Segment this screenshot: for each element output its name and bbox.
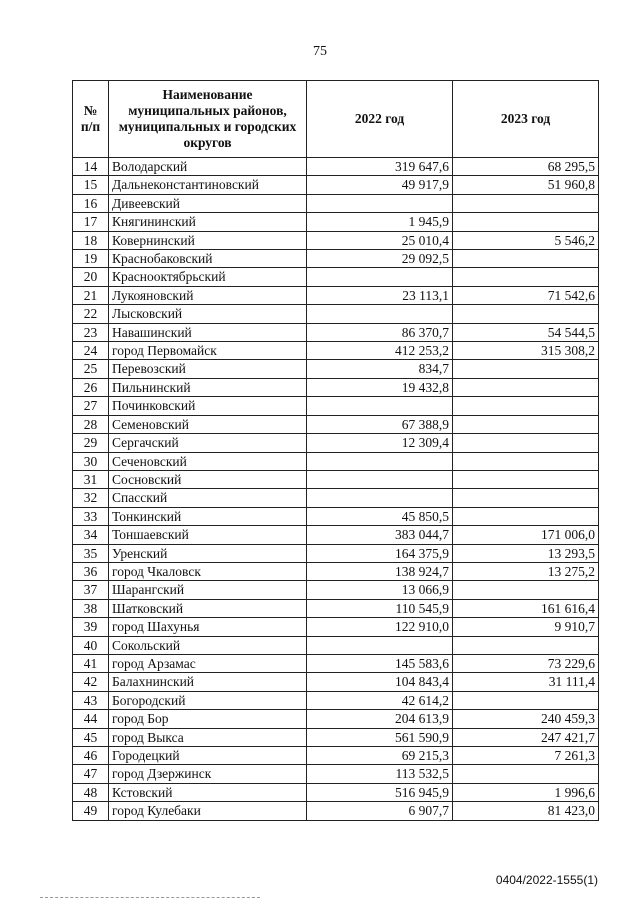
row-value-2023: 7 261,3: [453, 747, 599, 765]
row-value-2022: [307, 470, 453, 488]
table-row: [73, 342, 599, 360]
table-header-row: [73, 81, 599, 158]
row-value-2023: 240 459,3: [453, 710, 599, 728]
table-row: [73, 581, 599, 599]
row-number: 40: [73, 636, 109, 654]
row-value-2023: 247 421,7: [453, 728, 599, 746]
row-value-2023: [453, 765, 599, 783]
row-value-2022: 6 907,7: [307, 802, 453, 820]
row-value-2022: 12 309,4: [307, 434, 453, 452]
row-name: Ковернинский: [109, 231, 307, 249]
row-number: 49: [73, 802, 109, 820]
row-value-2023: [453, 360, 599, 378]
row-value-2023: 161 616,4: [453, 599, 599, 617]
row-number: 19: [73, 250, 109, 268]
row-name: Тоншаевский: [109, 526, 307, 544]
row-number: 20: [73, 268, 109, 286]
table-body: [73, 158, 599, 821]
row-number: 39: [73, 618, 109, 636]
row-value-2023: [453, 250, 599, 268]
header-num: № п/п: [73, 81, 109, 158]
row-name: город Первомайск: [109, 342, 307, 360]
row-name: город Выкса: [109, 728, 307, 746]
row-number: 22: [73, 305, 109, 323]
row-name: город Дзержинск: [109, 765, 307, 783]
row-value-2023: [453, 636, 599, 654]
row-number: 46: [73, 747, 109, 765]
table-row: [73, 489, 599, 507]
row-value-2022: 110 545,9: [307, 599, 453, 617]
row-value-2022: 412 253,2: [307, 342, 453, 360]
row-value-2023: [453, 397, 599, 415]
row-value-2023: 13 275,2: [453, 562, 599, 580]
row-value-2022: 19 432,8: [307, 378, 453, 396]
row-value-2023: [453, 452, 599, 470]
row-value-2022: 122 910,0: [307, 618, 453, 636]
row-number: 48: [73, 783, 109, 801]
row-value-2023: [453, 305, 599, 323]
row-name: Спасский: [109, 489, 307, 507]
row-value-2022: 45 850,5: [307, 507, 453, 525]
row-name: Шатковский: [109, 599, 307, 617]
row-value-2022: 145 583,6: [307, 654, 453, 672]
table-row: [73, 544, 599, 562]
table-row: [73, 286, 599, 304]
row-value-2022: 67 388,9: [307, 415, 453, 433]
row-number: 27: [73, 397, 109, 415]
row-value-2022: [307, 489, 453, 507]
row-number: 41: [73, 654, 109, 672]
row-number: 28: [73, 415, 109, 433]
row-name: Кстовский: [109, 783, 307, 801]
row-value-2023: 51 960,8: [453, 176, 599, 194]
row-number: 43: [73, 691, 109, 709]
row-name: Сергачский: [109, 434, 307, 452]
row-number: 47: [73, 765, 109, 783]
row-value-2023: 81 423,0: [453, 802, 599, 820]
row-value-2022: 13 066,9: [307, 581, 453, 599]
row-number: 32: [73, 489, 109, 507]
document-code: 0404/2022-1555(1): [495, 873, 598, 887]
row-value-2022: 42 614,2: [307, 691, 453, 709]
row-value-2022: 1 945,9: [307, 213, 453, 231]
table-row: [73, 397, 599, 415]
row-value-2023: 13 293,5: [453, 544, 599, 562]
row-name: Лысковский: [109, 305, 307, 323]
row-value-2023: [453, 691, 599, 709]
row-name: Городецкий: [109, 747, 307, 765]
row-number: 33: [73, 507, 109, 525]
table-row: [73, 562, 599, 580]
row-value-2023: 68 295,5: [453, 158, 599, 176]
footer-divider: [40, 897, 260, 898]
page-number: 75: [313, 44, 327, 59]
row-number: 44: [73, 710, 109, 728]
row-number: 24: [73, 342, 109, 360]
table-row: [73, 636, 599, 654]
row-name: город Чкаловск: [109, 562, 307, 580]
row-value-2023: 31 111,4: [453, 673, 599, 691]
table-row: [73, 710, 599, 728]
row-name: Дальнеконстантиновский: [109, 176, 307, 194]
row-value-2023: 54 544,5: [453, 323, 599, 341]
table-row: [73, 691, 599, 709]
row-name: Сеченовский: [109, 452, 307, 470]
row-value-2022: 113 532,5: [307, 765, 453, 783]
table-row: [73, 213, 599, 231]
row-value-2023: [453, 378, 599, 396]
row-number: 35: [73, 544, 109, 562]
row-value-2023: [453, 470, 599, 488]
row-name: Лукояновский: [109, 286, 307, 304]
row-value-2022: 516 945,9: [307, 783, 453, 801]
table-row: [73, 618, 599, 636]
table-row: [73, 747, 599, 765]
row-name: Краснооктябрьский: [109, 268, 307, 286]
row-value-2022: [307, 268, 453, 286]
row-name: Дивеевский: [109, 194, 307, 212]
row-name: Богородский: [109, 691, 307, 709]
table-row: [73, 378, 599, 396]
data-table: [72, 80, 599, 821]
row-number: 15: [73, 176, 109, 194]
row-value-2022: 86 370,7: [307, 323, 453, 341]
row-name: город Бор: [109, 710, 307, 728]
table-row: [73, 305, 599, 323]
row-value-2023: [453, 434, 599, 452]
table-row: [73, 452, 599, 470]
table-row: [73, 415, 599, 433]
row-number: 31: [73, 470, 109, 488]
row-value-2022: [307, 452, 453, 470]
row-number: 37: [73, 581, 109, 599]
header-name: Наименование муниципальных районов, муниципальных и городских округов: [109, 81, 307, 158]
row-number: 38: [73, 599, 109, 617]
row-number: 25: [73, 360, 109, 378]
row-value-2022: 138 924,7: [307, 562, 453, 580]
row-value-2022: 164 375,9: [307, 544, 453, 562]
row-value-2022: 25 010,4: [307, 231, 453, 249]
row-value-2023: [453, 581, 599, 599]
row-value-2022: 834,7: [307, 360, 453, 378]
table-row: [73, 194, 599, 212]
row-name: Сосновский: [109, 470, 307, 488]
row-number: 29: [73, 434, 109, 452]
row-value-2023: 73 229,6: [453, 654, 599, 672]
row-value-2022: [307, 397, 453, 415]
row-name: город Арзамас: [109, 654, 307, 672]
table-row: [73, 470, 599, 488]
row-name: Починковский: [109, 397, 307, 415]
row-number: 30: [73, 452, 109, 470]
row-value-2022: 49 917,9: [307, 176, 453, 194]
row-value-2023: 9 910,7: [453, 618, 599, 636]
row-value-2022: 29 092,5: [307, 250, 453, 268]
table-row: [73, 728, 599, 746]
table-row: [73, 526, 599, 544]
row-value-2023: 71 542,6: [453, 286, 599, 304]
row-value-2022: 561 590,9: [307, 728, 453, 746]
row-number: 16: [73, 194, 109, 212]
row-value-2023: 1 996,6: [453, 783, 599, 801]
table-row: [73, 268, 599, 286]
row-name: Володарский: [109, 158, 307, 176]
row-value-2023: [453, 507, 599, 525]
row-number: 36: [73, 562, 109, 580]
row-value-2023: 5 546,2: [453, 231, 599, 249]
row-name: Перевозский: [109, 360, 307, 378]
row-value-2022: [307, 305, 453, 323]
table-row: [73, 654, 599, 672]
row-value-2022: [307, 194, 453, 212]
table-row: [73, 765, 599, 783]
row-name: Семеновский: [109, 415, 307, 433]
table-row: [73, 176, 599, 194]
row-name: Княгининский: [109, 213, 307, 231]
table-row: [73, 783, 599, 801]
row-number: 18: [73, 231, 109, 249]
row-name: город Шахунья: [109, 618, 307, 636]
header-2022: 2022 год: [307, 81, 453, 158]
row-name: Краснобаковский: [109, 250, 307, 268]
row-value-2022: 69 215,3: [307, 747, 453, 765]
header-2023: 2023 год: [453, 81, 599, 158]
table-row: [73, 231, 599, 249]
row-value-2022: 104 843,4: [307, 673, 453, 691]
table-row: [73, 323, 599, 341]
row-number: 42: [73, 673, 109, 691]
row-number: 21: [73, 286, 109, 304]
row-number: 17: [73, 213, 109, 231]
row-value-2023: 315 308,2: [453, 342, 599, 360]
table-row: [73, 158, 599, 176]
table-row: [73, 599, 599, 617]
row-value-2022: 383 044,7: [307, 526, 453, 544]
table-row: [73, 250, 599, 268]
row-value-2022: [307, 636, 453, 654]
row-number: 14: [73, 158, 109, 176]
row-value-2023: [453, 415, 599, 433]
row-name: Сокольский: [109, 636, 307, 654]
row-value-2023: [453, 268, 599, 286]
table-row: [73, 802, 599, 820]
row-name: Навашинский: [109, 323, 307, 341]
row-name: Шарангский: [109, 581, 307, 599]
row-name: Пильнинский: [109, 378, 307, 396]
row-number: 34: [73, 526, 109, 544]
row-name: Тонкинский: [109, 507, 307, 525]
row-value-2023: [453, 489, 599, 507]
row-value-2023: [453, 194, 599, 212]
row-name: Уренский: [109, 544, 307, 562]
row-number: 23: [73, 323, 109, 341]
row-number: 45: [73, 728, 109, 746]
row-value-2022: 319 647,6: [307, 158, 453, 176]
table-row: [73, 360, 599, 378]
row-value-2023: [453, 213, 599, 231]
row-value-2022: 204 613,9: [307, 710, 453, 728]
row-name: Балахнинский: [109, 673, 307, 691]
table-row: [73, 507, 599, 525]
table-row: [73, 673, 599, 691]
row-name: город Кулебаки: [109, 802, 307, 820]
row-number: 26: [73, 378, 109, 396]
row-value-2022: 23 113,1: [307, 286, 453, 304]
table-row: [73, 434, 599, 452]
row-value-2023: 171 006,0: [453, 526, 599, 544]
